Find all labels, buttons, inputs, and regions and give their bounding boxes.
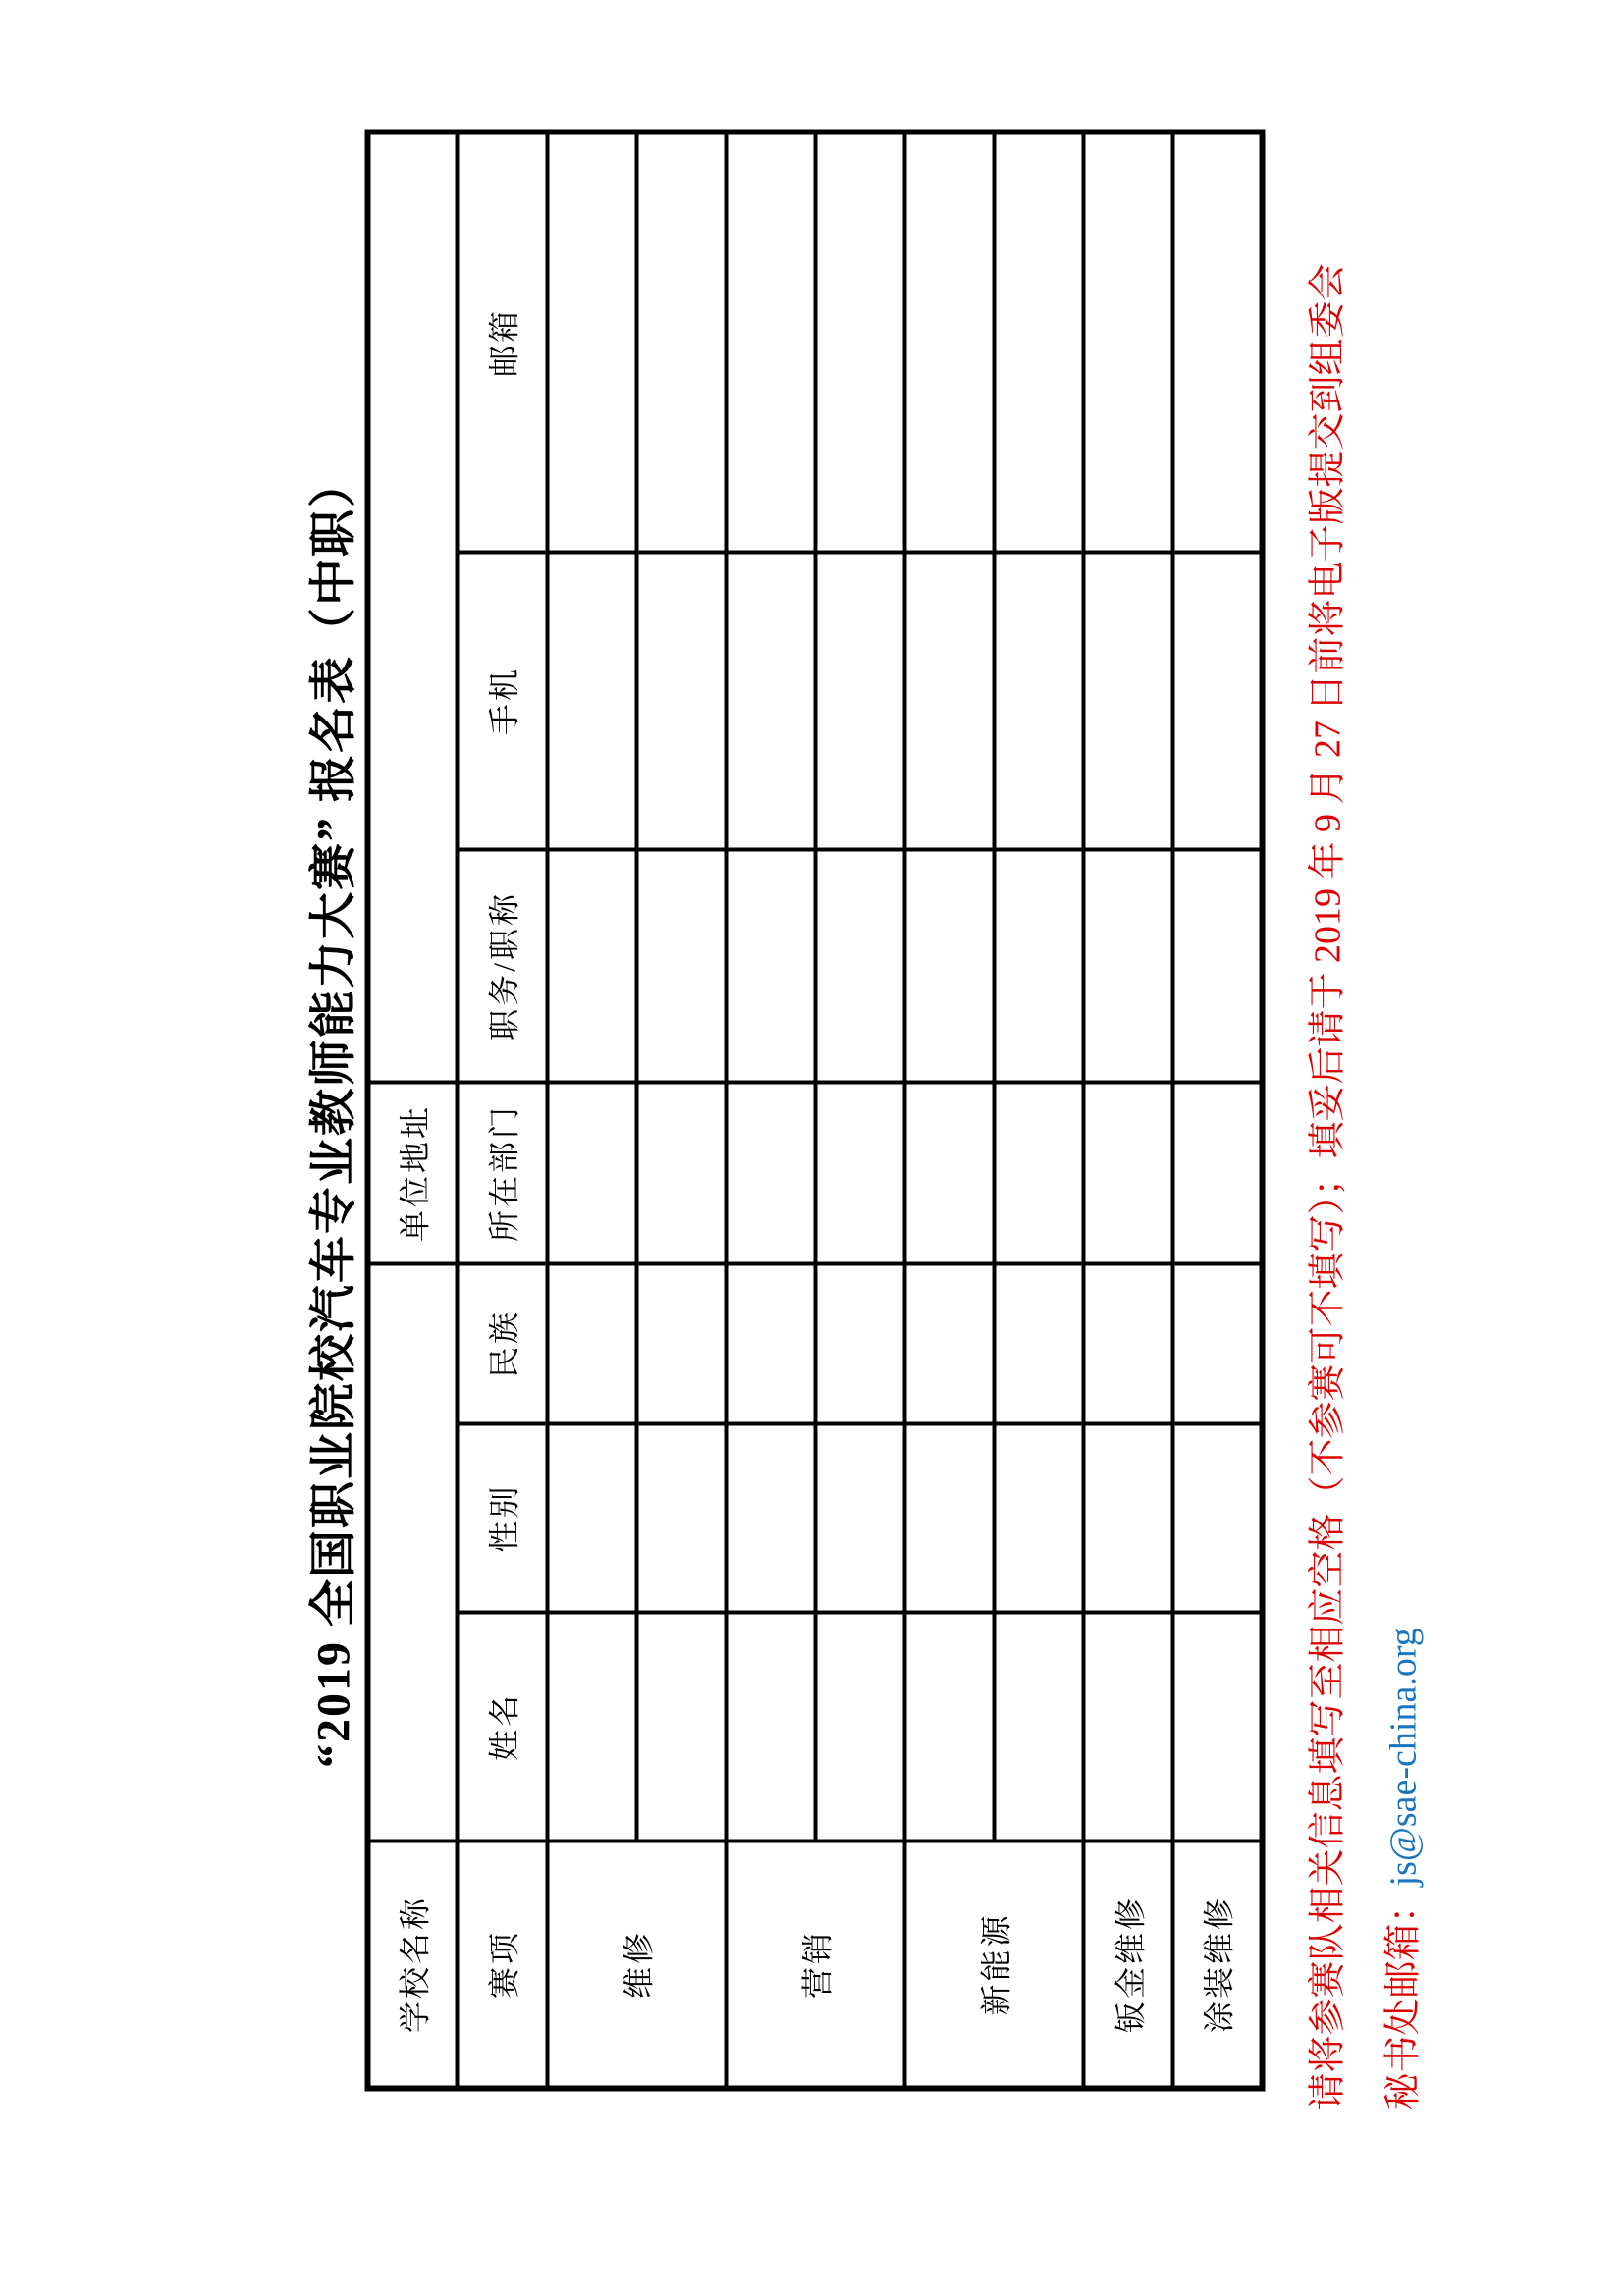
event-label-tuzhuang: 涂装维修 bbox=[1172, 1841, 1262, 2088]
table-row bbox=[726, 132, 815, 2088]
empty-cell bbox=[726, 552, 815, 849]
empty-cell bbox=[904, 1263, 994, 1423]
empty-cell bbox=[636, 1612, 726, 1841]
empty-cell bbox=[904, 1423, 994, 1612]
unit-address-label: 单位地址 bbox=[367, 1082, 457, 1263]
empty-cell bbox=[636, 132, 726, 552]
empty-cell bbox=[1083, 1263, 1172, 1423]
school-name-label: 学校名称 bbox=[367, 1841, 457, 2088]
empty-cell bbox=[815, 552, 904, 849]
empty-cell bbox=[636, 1082, 726, 1263]
empty-cell bbox=[1083, 1082, 1172, 1263]
empty-cell bbox=[904, 849, 994, 1082]
empty-cell bbox=[1083, 132, 1172, 552]
header-cell-event: 赛项 bbox=[457, 1841, 547, 2088]
empty-cell bbox=[1172, 1423, 1262, 1612]
table-row bbox=[1172, 132, 1262, 2088]
empty-cell bbox=[636, 849, 726, 1082]
event-label-banjin: 钣金维修 bbox=[1083, 1841, 1172, 2088]
table-row bbox=[636, 132, 726, 2088]
event-label-weixiu: 维修 bbox=[547, 1841, 726, 2088]
empty-cell bbox=[1083, 1612, 1172, 1841]
empty-cell bbox=[1083, 1423, 1172, 1612]
empty-cell bbox=[904, 552, 994, 849]
secretariat-email-link[interactable]: js@sae-china.org bbox=[1382, 1627, 1424, 1886]
empty-cell bbox=[547, 132, 636, 552]
table-row bbox=[994, 132, 1083, 2088]
empty-cell bbox=[726, 1263, 815, 1423]
header-cell-gender: 性别 bbox=[457, 1423, 547, 1612]
empty-cell bbox=[815, 132, 904, 552]
empty-cell bbox=[994, 1263, 1083, 1423]
empty-cell bbox=[547, 1082, 636, 1263]
empty-cell bbox=[994, 1423, 1083, 1612]
empty-cell bbox=[815, 849, 904, 1082]
empty-cell bbox=[1172, 1263, 1262, 1423]
form-title: “2019 全国职业院校汽车专业教师能力大赛” 报名表（中职） bbox=[307, 457, 359, 1768]
table-row bbox=[904, 132, 994, 2088]
header-cell-name: 姓名 bbox=[457, 1612, 547, 1841]
footnotes bbox=[1290, 97, 1441, 2109]
header-cell-ethnicity: 民族 bbox=[457, 1263, 547, 1423]
empty-cell bbox=[636, 1423, 726, 1612]
empty-cell bbox=[726, 1612, 815, 1841]
empty-cell bbox=[815, 1612, 904, 1841]
header-cell-mobile: 手机 bbox=[457, 552, 547, 849]
empty-cell bbox=[636, 552, 726, 849]
header-cell-email: 邮箱 bbox=[457, 132, 547, 552]
empty-cell bbox=[547, 1423, 636, 1612]
empty-cell bbox=[815, 1423, 904, 1612]
empty-cell bbox=[994, 132, 1083, 552]
secretariat-label: 秘书处邮箱： bbox=[1382, 1885, 1424, 2109]
empty-cell bbox=[547, 552, 636, 849]
table-row bbox=[1083, 132, 1172, 2088]
school-name-fill-cell bbox=[367, 1263, 457, 1841]
empty-cell bbox=[726, 1082, 815, 1263]
empty-cell bbox=[636, 1263, 726, 1423]
note-secretariat bbox=[1366, 97, 1441, 2109]
header-cell-position: 职务/职称 bbox=[457, 849, 547, 1082]
empty-cell bbox=[726, 132, 815, 552]
empty-cell bbox=[994, 1612, 1083, 1841]
table-row bbox=[815, 132, 904, 2088]
note-instructions: 请将参赛队相关信息填写至相应空格（不参赛可不填写）；填妥后请于 2019 年 9 月 27 日前将电子版提交到组委会 bbox=[1307, 262, 1348, 2109]
table-row bbox=[547, 132, 636, 2088]
empty-cell bbox=[904, 132, 994, 552]
empty-cell bbox=[1172, 849, 1262, 1082]
empty-cell bbox=[547, 849, 636, 1082]
empty-cell bbox=[994, 552, 1083, 849]
empty-cell bbox=[904, 1082, 994, 1263]
table-row bbox=[367, 132, 457, 2088]
empty-cell bbox=[547, 1263, 636, 1423]
empty-cell bbox=[904, 1612, 994, 1841]
unit-address-fill-cell bbox=[367, 132, 457, 1082]
empty-cell bbox=[1172, 1082, 1262, 1263]
empty-cell bbox=[726, 849, 815, 1082]
header-cell-department: 所在部门 bbox=[457, 1082, 547, 1263]
empty-cell bbox=[1172, 132, 1262, 552]
empty-cell bbox=[1083, 849, 1172, 1082]
empty-cell bbox=[994, 849, 1083, 1082]
empty-cell bbox=[1083, 552, 1172, 849]
event-label-yingxiao: 营销 bbox=[726, 1841, 904, 2088]
empty-cell bbox=[1172, 552, 1262, 849]
empty-cell bbox=[726, 1423, 815, 1612]
registration-table bbox=[364, 129, 1265, 2091]
empty-cell bbox=[815, 1263, 904, 1423]
empty-cell bbox=[547, 1612, 636, 1841]
table-header-row bbox=[457, 132, 547, 2088]
event-label-xinnengyuan: 新能源 bbox=[904, 1841, 1083, 2088]
empty-cell bbox=[994, 1082, 1083, 1263]
empty-cell bbox=[815, 1082, 904, 1263]
empty-cell bbox=[1172, 1612, 1262, 1841]
